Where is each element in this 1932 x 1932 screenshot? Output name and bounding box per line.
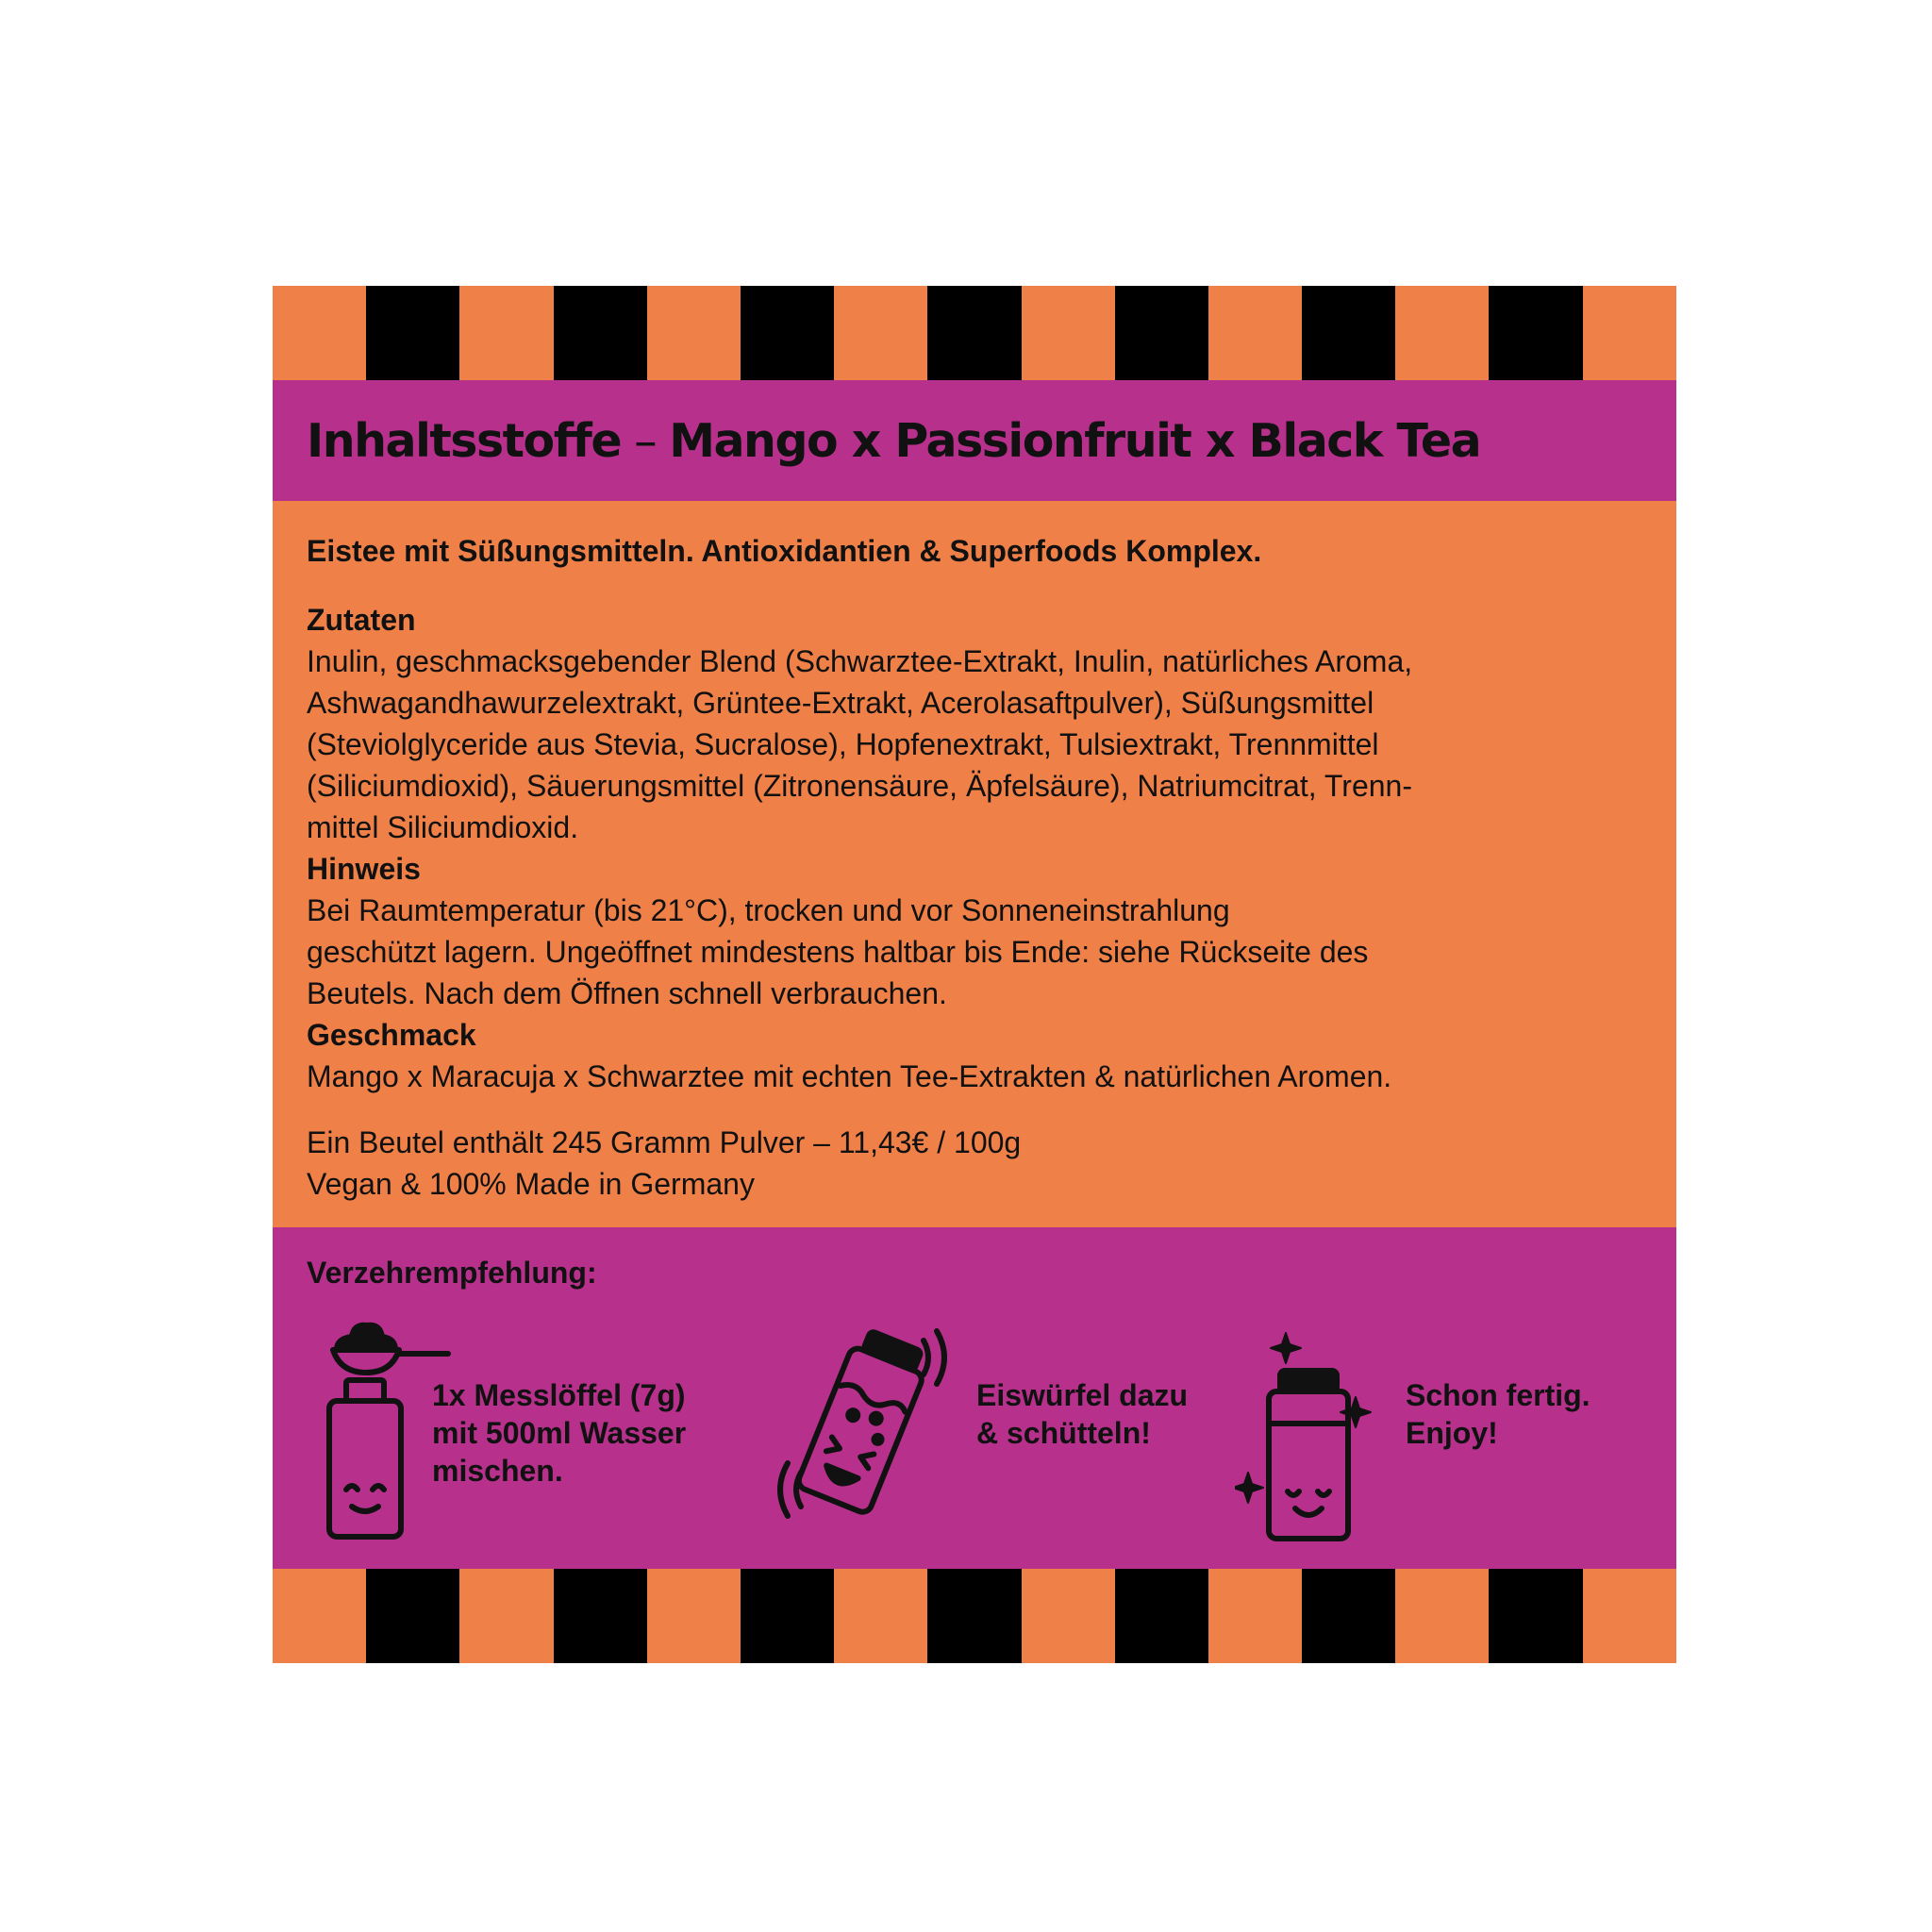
top-stripe-border: [273, 286, 1676, 380]
zutaten-line: (Siliciumdioxid), Säuerungsmittel (Zitronensäure, Äpfelsäure), Natriumcitrat, Trenn-: [307, 769, 1412, 803]
step-2-text: Eiswürfel dazu & schütteln!: [976, 1378, 1189, 1450]
product-label: [273, 286, 1676, 1663]
usage-section: [273, 1227, 1676, 1569]
package-origin: Vegan & 100% Made in Germany: [307, 1167, 755, 1201]
page-title: Inhaltsstoffe – Mango x Passionfruit x Black Tea: [307, 414, 1481, 468]
step-3-text: Schon fertig. Enjoy!: [1406, 1378, 1591, 1450]
sparkle-bottle-icon: [1235, 1331, 1376, 1548]
hinweis-heading: Hinweis: [307, 852, 421, 886]
geschmack-text: Mango x Maracuja x Schwarztee mit echten Tee-Extrakten & natürlichen Aromen.: [307, 1059, 1392, 1093]
title-band: [273, 380, 1676, 501]
package-content: Ein Beutel enthält 245 Gramm Pulver – 11,43€ / 100g: [307, 1125, 1022, 1159]
hinweis-line: Bei Raumtemperatur (bis 21°C), trocken und vor Sonneneinstrahlung: [307, 893, 1230, 927]
zutaten-heading: Zutaten: [307, 603, 416, 637]
ingredients-section: [273, 501, 1676, 1227]
bottom-stripe-border: [273, 1569, 1676, 1663]
product-description: Eistee mit Süßungsmitteln. Antioxidantien & Superfoods Komplex.: [307, 534, 1262, 568]
usage-heading: Verzehrempfehlung:: [307, 1256, 597, 1290]
hinweis-line: Beutels. Nach dem Öffnen schnell verbrauchen.: [307, 976, 947, 1010]
hinweis-line: geschützt lagern. Ungeöffnet mindestens haltbar bis Ende: siehe Rückseite des: [307, 935, 1369, 969]
step-1-text: 1x Messlöffel (7g) mit 500ml Wasser mischen.: [432, 1378, 687, 1488]
zutaten-line: Inulin, geschmacksgebender Blend (Schwarztee-Extrakt, Inulin, natürliches Aroma,: [307, 644, 1413, 678]
zutaten-line: mittel Siliciumdioxid.: [307, 810, 579, 844]
zutaten-line: (Steviolglyceride aus Stevia, Sucralose), Hopfenextrakt, Tulsiextrakt, Trennmittel: [307, 727, 1379, 761]
shaking-bottle-icon: [773, 1322, 952, 1539]
zutaten-line: Ashwagandhawurzelextrakt, Grüntee-Extrakt, Acerolasaftpulver), Süßungsmittel: [307, 686, 1374, 720]
geschmack-heading: Geschmack: [307, 1018, 476, 1052]
